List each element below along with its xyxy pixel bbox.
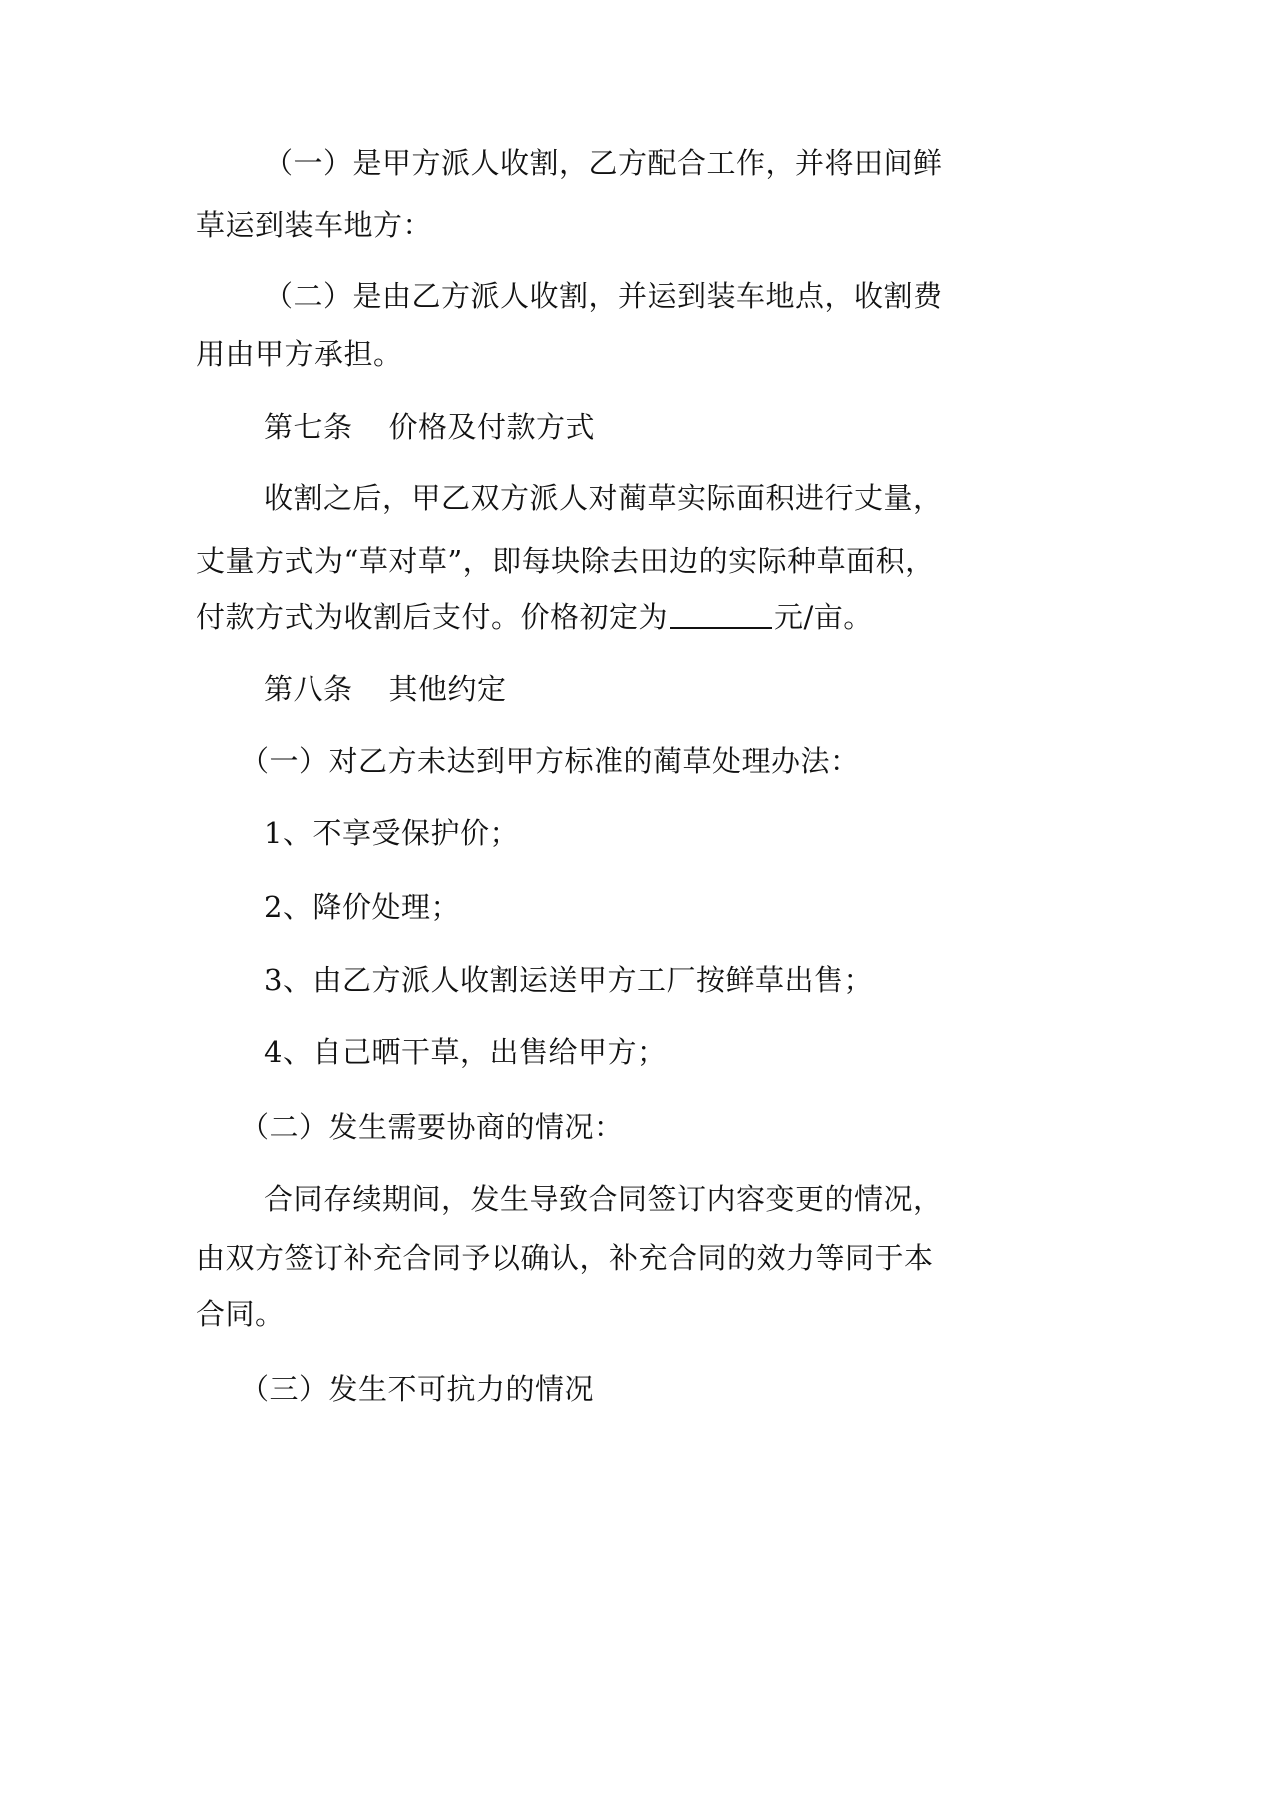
- article-title: 其他约定: [388, 672, 507, 706]
- article-8-heading: [264, 671, 507, 707]
- paragraph-line: 由双方签订补充合同予以确认，补充合同的效力等同于本: [196, 1241, 934, 1275]
- list-item: 4、自己晒干草，出售给甲方；: [264, 1035, 667, 1069]
- paragraph-line: 丈量方式为“草对草”，即每块除去田边的实际种草面积，: [196, 544, 935, 578]
- list-item: 2、降价处理；: [264, 890, 460, 924]
- paragraph-line: 收割之后，甲乙双方派人对蔺草实际面积进行丈量，: [264, 481, 943, 515]
- list-item: 3、由乙方派人收割运送甲方工厂按鲜草出售；: [264, 963, 873, 997]
- price-line: 付款方式为收割后支付。价格初定为 元/亩。: [196, 600, 873, 634]
- paragraph-line: 草运到装车地方：: [196, 208, 433, 242]
- paragraph-line: 合同。: [196, 1297, 285, 1331]
- article-7-heading: [264, 409, 595, 445]
- article-number: 第八条: [264, 672, 353, 706]
- article-number: 第七条: [264, 410, 353, 444]
- subsection-heading: （二）发生需要协商的情况：: [240, 1110, 624, 1144]
- price-blank-field: [670, 601, 772, 629]
- paragraph-line: 合同存续期间，发生导致合同签订内容变更的情况，: [264, 1182, 943, 1216]
- list-item: 1、不享受保护价；: [264, 816, 519, 850]
- paragraph-line: 用由甲方承担。: [196, 337, 403, 371]
- article-title: 价格及付款方式: [388, 410, 596, 444]
- subsection-heading: （三）发生不可抗力的情况: [240, 1372, 595, 1406]
- paragraph-line: （一）是甲方派人收割，乙方配合工作，并将田间鲜: [264, 146, 943, 180]
- subsection-heading: （一）对乙方未达到甲方标准的蔺草处理办法：: [240, 744, 860, 778]
- paragraph-line: （二）是由乙方派人收割，并运到装车地点，收割费: [264, 279, 943, 313]
